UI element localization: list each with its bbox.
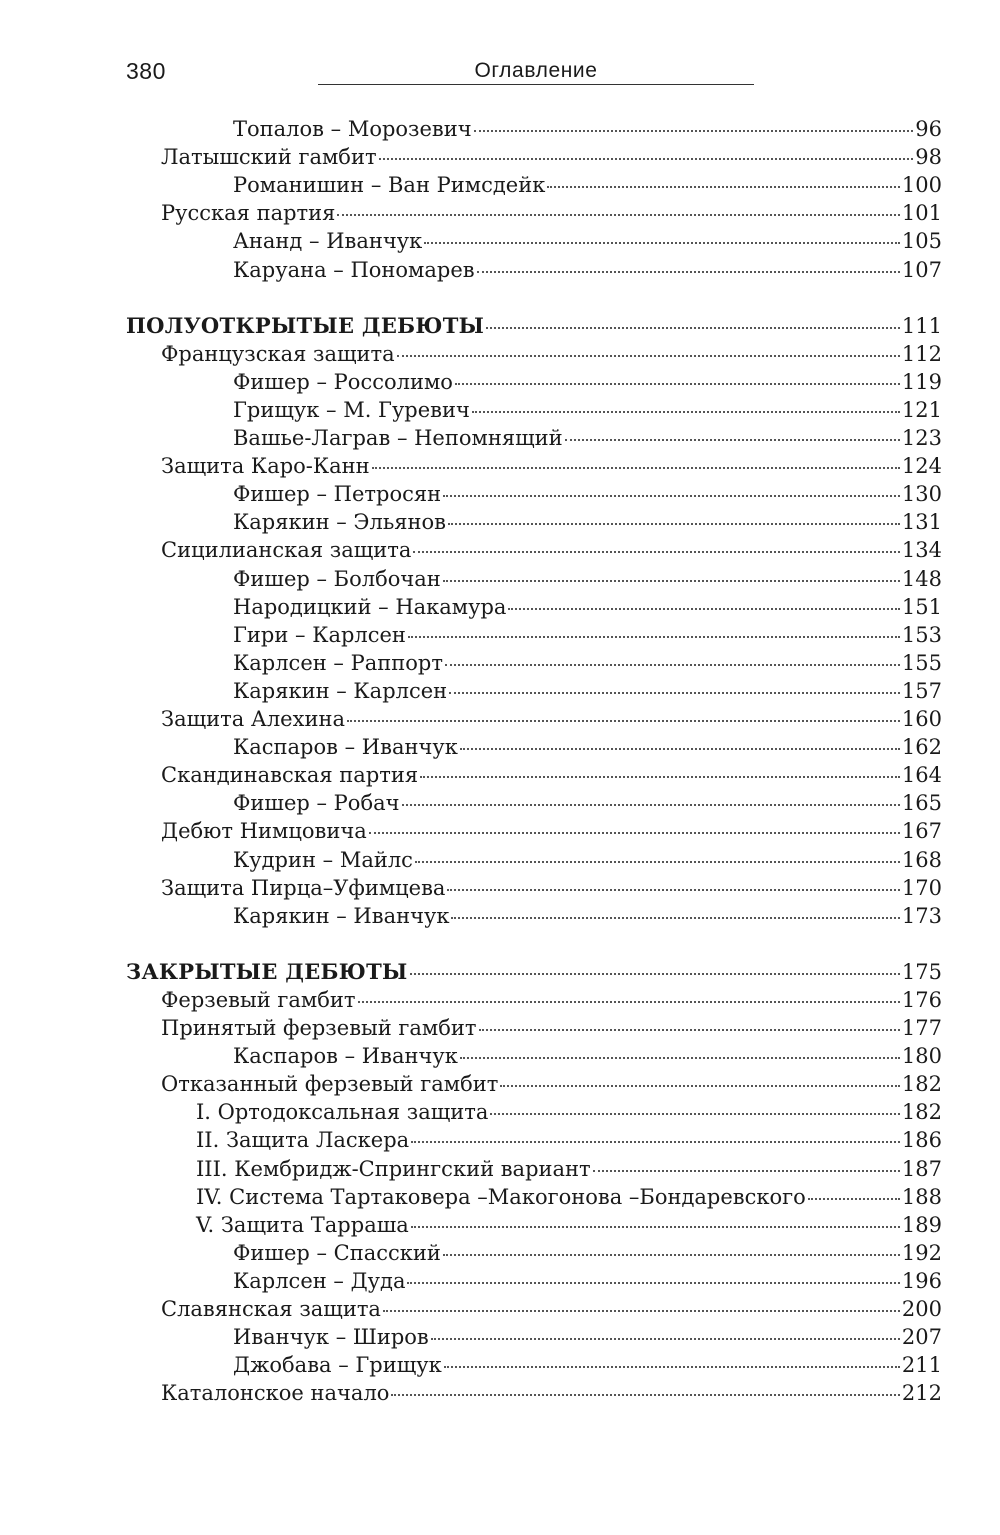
- toc-entry: [233, 902, 942, 930]
- toc-entry-title: IV. Система Тартаковера –Макогонова –Бондаревского: [196, 1184, 806, 1209]
- toc-entry: [233, 256, 942, 284]
- toc-dot-leader: [500, 1085, 900, 1087]
- toc-entry-title: Ферзевый гамбит: [161, 987, 356, 1012]
- toc-entry-title: Кудрин – Майлс: [233, 847, 413, 872]
- toc-entry-title: Защита Каро-Канн: [161, 454, 370, 479]
- toc-entry: [233, 508, 942, 536]
- toc-entry-page: 189: [901, 1212, 942, 1237]
- toc-entry-page: 107: [901, 257, 942, 282]
- toc-entry: [233, 1042, 942, 1070]
- toc-entry-page: 155: [901, 650, 942, 675]
- toc-entry: [196, 1155, 942, 1183]
- toc-entry: [233, 846, 942, 874]
- toc-entry-page: 100: [901, 173, 942, 198]
- toc-entry-title: Русская партия: [161, 201, 336, 226]
- toc-entry-page: 175: [901, 959, 942, 984]
- toc-entry-title: Славянская защита: [161, 1297, 381, 1321]
- toc-entry-page: 160: [901, 707, 942, 731]
- toc-dot-leader: [593, 1170, 900, 1172]
- toc-entry: [196, 1183, 942, 1211]
- toc-entry-title: Карякин – Иванчук: [233, 903, 450, 928]
- toc-dot-leader: [474, 130, 914, 132]
- toc-entry-title: ЗАКРЫТЫЕ ДЕБЮТЫ: [126, 958, 408, 984]
- toc-entry: [233, 733, 942, 761]
- toc-dot-leader: [415, 861, 900, 863]
- toc-entry-page: 105: [901, 229, 942, 254]
- toc-entry: [161, 705, 942, 733]
- toc-entry: [196, 1098, 942, 1126]
- toc-dot-leader: [431, 1338, 900, 1340]
- toc-entry-page: 153: [901, 622, 942, 647]
- toc-entry-title: Фишер – Россолимо: [233, 369, 453, 394]
- toc-entry-title: V. Защита Тарраша: [196, 1212, 409, 1237]
- toc-entry-title: Принятый ферзевый гамбит: [161, 1016, 477, 1040]
- toc-entry-title: Ананд – Иванчук: [233, 229, 423, 254]
- toc-entry: [161, 199, 942, 227]
- toc-dot-leader: [407, 1282, 899, 1284]
- toc-entry: [161, 340, 942, 368]
- toc-section-heading: [126, 958, 942, 986]
- toc-entry-page: 98: [915, 145, 942, 170]
- toc-dot-leader: [391, 1394, 899, 1396]
- toc-dot-leader: [479, 1029, 900, 1031]
- toc-entry: [161, 143, 942, 171]
- toc-dot-leader: [379, 158, 914, 160]
- toc-entry-page: 148: [901, 566, 942, 591]
- toc-entry-title: I. Ортодоксальная защита: [196, 1100, 489, 1125]
- toc-entry-title: Скандинавская партия: [161, 763, 419, 788]
- toc-dot-leader: [447, 889, 899, 891]
- toc-dot-leader: [424, 242, 900, 244]
- toc-entry-title: Дебют Нимцовича: [161, 819, 367, 844]
- toc-dot-leader: [460, 748, 900, 750]
- toc-entry-title: Каспаров – Иванчук: [233, 735, 458, 760]
- toc-entry-title: Иванчук – Широв: [233, 1325, 429, 1350]
- toc-entry: [233, 1351, 942, 1379]
- toc-entry-title: Топалов – Морозевич: [233, 117, 472, 141]
- toc-dot-leader: [444, 1366, 900, 1368]
- toc-entry: [233, 789, 942, 817]
- toc-entry-page: 157: [901, 678, 942, 703]
- toc-dot-leader: [547, 186, 900, 188]
- toc-entry: [161, 452, 942, 480]
- toc-entry-page: 176: [901, 987, 942, 1012]
- toc-entry: [161, 986, 942, 1014]
- toc-entry-page: 182: [901, 1100, 942, 1125]
- toc-entry: [233, 368, 942, 396]
- toc-entry-title: Каруана – Пономарев: [233, 257, 475, 282]
- toc-dot-leader: [445, 664, 900, 666]
- toc-entry: [196, 1126, 942, 1154]
- toc-dot-leader: [337, 214, 900, 216]
- toc-entry: [161, 761, 942, 789]
- toc-dot-leader: [443, 1254, 900, 1256]
- toc-entry-page: 96: [915, 117, 942, 141]
- toc-entry-page: 200: [901, 1297, 942, 1321]
- toc-entry-title: Сицилианская защита: [161, 538, 412, 563]
- toc-dot-leader: [411, 1226, 900, 1228]
- toc-entry-page: 177: [901, 1016, 942, 1040]
- toc-entry-title: Латышский гамбит: [161, 145, 377, 170]
- toc-entry-page: 212: [901, 1381, 942, 1406]
- toc-entry-title: Карякин – Карлсен: [233, 678, 448, 703]
- toc-entry-page: 168: [901, 847, 942, 872]
- toc-entry-page: 162: [901, 735, 942, 760]
- toc-dot-leader: [420, 776, 900, 778]
- toc-entry-page: 173: [901, 903, 942, 928]
- toc-entry-page: 119: [901, 369, 942, 394]
- toc-entry: [161, 1379, 942, 1407]
- toc-entry-title: Защита Пирца–Уфимцева: [161, 875, 446, 900]
- toc-entry-page: 207: [901, 1325, 942, 1350]
- toc-dot-leader: [369, 832, 900, 834]
- toc-dot-leader: [408, 636, 900, 638]
- toc-entry-title: Карлсен – Раппорт: [233, 650, 443, 675]
- toc-entry: [233, 1323, 942, 1351]
- toc-dot-leader: [808, 1198, 900, 1200]
- toc-entry-title: Романишин – Ван Римсдейк: [233, 173, 546, 198]
- toc-dot-leader: [402, 804, 900, 806]
- page-header: [0, 56, 1000, 96]
- toc-entry-title: Фишер – Петросян: [233, 482, 442, 507]
- toc-entry-page: 188: [901, 1184, 942, 1209]
- toc-entry-title: Фишер – Спасский: [233, 1240, 441, 1265]
- toc-entry: [161, 1295, 942, 1323]
- toc-dot-leader: [347, 720, 900, 722]
- toc-entry-page: 192: [901, 1240, 942, 1265]
- toc-entry: [233, 396, 942, 424]
- page-number: 380: [126, 58, 166, 84]
- toc-entry-page: 101: [901, 201, 942, 226]
- toc-entry-title: Народицкий – Накамура: [233, 594, 507, 619]
- toc-entry-title: Вашье-Лаграв – Непомнящий: [233, 426, 563, 450]
- toc-entry-title: ПОЛУОТКРЫТЫЕ ДЕБЮТЫ: [126, 312, 485, 338]
- toc-entry-page: 130: [901, 482, 942, 507]
- toc-entry-page: 124: [901, 454, 942, 479]
- toc-entry: [161, 874, 942, 902]
- toc-entry-page: 196: [901, 1268, 942, 1293]
- toc-entry-title: Фишер – Болбочан: [233, 566, 441, 591]
- toc-entry-title: Фишер – Робач: [233, 791, 400, 816]
- toc-dot-leader: [486, 327, 900, 329]
- toc-dot-leader: [490, 1113, 900, 1115]
- toc-entry-title: III. Кембридж-Спрингский вариант: [196, 1156, 591, 1181]
- toc-dot-leader: [460, 1057, 900, 1059]
- toc-entry-page: 187: [901, 1156, 942, 1181]
- toc-dot-leader: [451, 917, 899, 919]
- toc-entry-title: Карякин – Эльянов: [233, 510, 446, 535]
- toc-entry-title: Французская защита: [161, 341, 395, 366]
- toc-entry-page: 151: [901, 594, 942, 619]
- toc-entry-page: 180: [901, 1044, 942, 1069]
- toc-entry: [233, 1239, 942, 1267]
- toc-entry: [161, 1014, 942, 1042]
- toc-entry-page: 186: [901, 1128, 942, 1153]
- toc-entry: [233, 621, 942, 649]
- toc-dot-leader: [508, 608, 899, 610]
- toc-dot-leader: [472, 411, 900, 413]
- toc-entry: [233, 227, 942, 255]
- toc-dot-leader: [397, 355, 900, 357]
- toc-entry: [233, 649, 942, 677]
- toc-entry: [161, 1070, 942, 1098]
- toc-dot-leader: [443, 495, 900, 497]
- toc-entry: [196, 1211, 942, 1239]
- toc-entry-title: Защита Алехина: [161, 707, 345, 731]
- toc-dot-leader: [358, 1001, 900, 1003]
- toc-entry-title: Карлсен – Дуда: [233, 1268, 406, 1293]
- toc-dot-leader: [477, 271, 900, 273]
- toc-dot-leader: [410, 973, 900, 975]
- toc-entry: [233, 480, 942, 508]
- toc-entry: [161, 817, 942, 845]
- toc-dot-leader: [455, 383, 900, 385]
- toc-entry-title: Каталонское начало: [161, 1381, 390, 1406]
- header-rule: [318, 84, 754, 85]
- toc-entry-page: 131: [901, 510, 942, 535]
- toc-entry-page: 112: [901, 341, 942, 366]
- toc-dot-leader: [413, 551, 900, 553]
- toc-entry-page: 182: [901, 1072, 942, 1097]
- toc-entry-title: Грищук – М. Гуревич: [233, 397, 470, 422]
- toc-entry: [233, 593, 942, 621]
- running-title: Оглавление: [474, 59, 598, 82]
- toc-dot-leader: [448, 523, 900, 525]
- toc-entry-page: 123: [901, 426, 942, 450]
- toc-section-heading: [126, 312, 942, 340]
- toc-entry: [233, 171, 942, 199]
- toc-entry: [233, 1267, 942, 1295]
- toc-entry: [233, 115, 942, 143]
- toc-entry: [233, 565, 942, 593]
- toc-dot-leader: [372, 467, 900, 469]
- toc-entry: [161, 536, 942, 564]
- toc-entry-page: 170: [901, 875, 942, 900]
- toc-entry-title: Джобава – Грищук: [233, 1353, 442, 1378]
- toc-entry-title: Гири – Карлсен: [233, 622, 406, 647]
- toc-entry: [233, 424, 942, 452]
- toc-dot-leader: [565, 439, 900, 441]
- toc-entry-page: 111: [901, 313, 942, 338]
- toc-entry-page: 164: [901, 763, 942, 788]
- toc-entry-page: 167: [901, 819, 942, 844]
- toc-dot-leader: [449, 692, 900, 694]
- toc-entry-page: 165: [901, 791, 942, 816]
- toc-dot-leader: [383, 1310, 900, 1312]
- toc-entry-page: 134: [901, 538, 942, 563]
- toc-entry-title: II. Защита Ласкера: [196, 1128, 410, 1153]
- toc-dot-leader: [411, 1141, 900, 1143]
- toc-entry-page: 121: [901, 397, 942, 422]
- toc-entry-page: 211: [901, 1353, 942, 1378]
- toc-entry-title: Каспаров – Иванчук: [233, 1044, 458, 1069]
- toc-entry-title: Отказанный ферзевый гамбит: [161, 1072, 499, 1097]
- toc-dot-leader: [443, 580, 900, 582]
- toc-entry: [233, 677, 942, 705]
